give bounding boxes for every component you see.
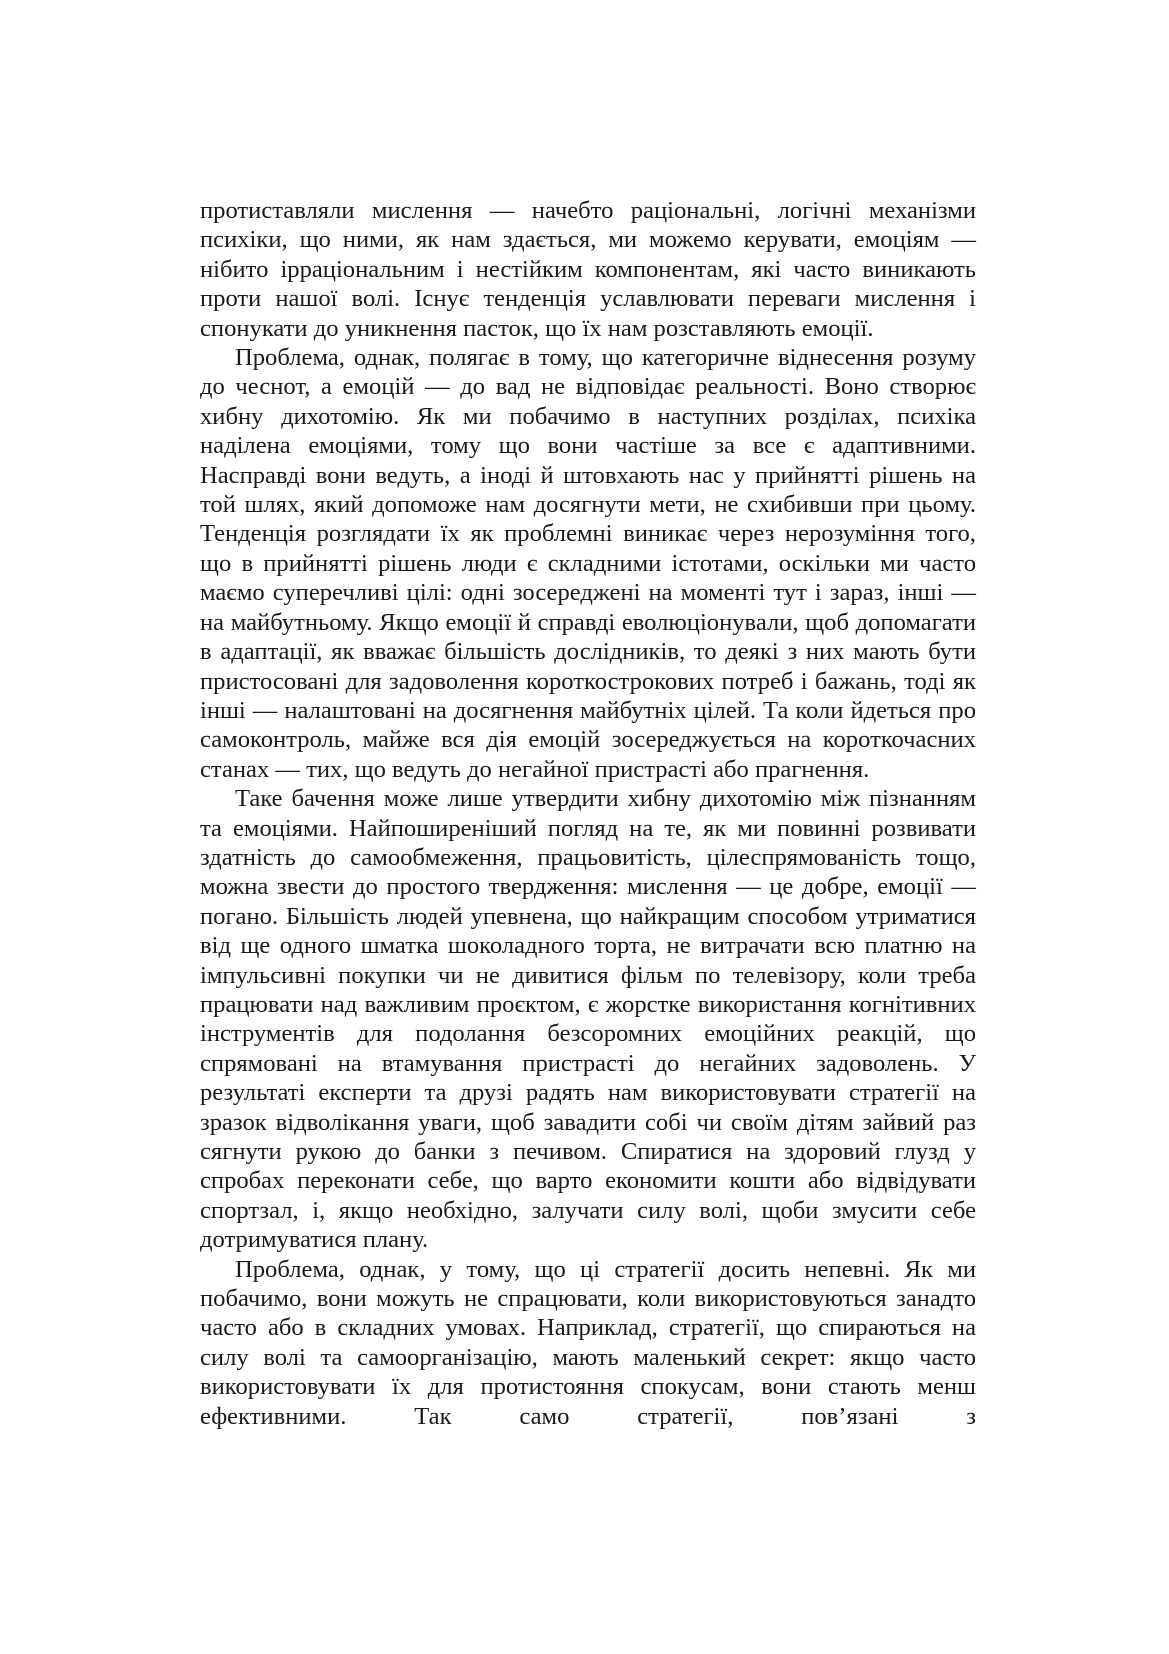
paragraph-3: Таке бачення може лише утвердити хибну дихотомію між пізнанням та емоціями. Найпоширеніший погляд на те, як ми повинні розвивати здатність до самообмеження, працьовитість, цілеспрямованість тощо, можна звести до простого твердження: мислення — це добре, емоції — погано. Більшість людей упевнена, що найкращим способом утриматися від ще одного шматка шоколадного торта, не витрачати всю платню на імпульсивні покупки чи не дивитися фільм по телевізору, коли треба працювати над важливим проєктом, є жорстке використання когнітивних інструментів для подолання безсоромних емоційних реакцій, що спрямовані на втамування пристрасті до негайних задоволень. У результаті експерти та друзі радять нам використовувати стратегії на зразок відволікання уваги, щоб завадити собі чи своїм дітям зайвий раз сягнути рукою до банки з печивом. Спиратися на здоровий глузд у спробах переконати себе, що варто економити кошти або відвідувати спортзал, і, якщо необхідно, залучати силу волі, щоби змусити себе дотримуватися плану. (200, 785, 976, 1254)
body-text (200, 196, 976, 1431)
paragraph-4: Проблема, однак, у тому, що ці стратегії досить непевні. Як ми побачимо, вони можуть не спрацювати, коли використовуються занадто часто або в складних умовах. Наприклад, стратегії, що спираються на силу волі та самоорганізацію, мають маленький секрет: якщо часто використовувати їх для протистояння спокусам, вони стають менш ефективними. Так само стратегії, пов’язані з (200, 1255, 976, 1430)
paragraph-1: протиставляли мислення — начебто раціональні, логічні механізми психіки, що ними, як нам здається, ми можемо керувати, емоціям — нібито ірраціональним і нестійким компонентам, які часто виникають проти нашої волі. Існує тенденція уславлювати переваги мислення і спонукати до уникнення пасток, що їх нам розставляють емоції. (200, 197, 976, 342)
paragraph-2: Проблема, однак, полягає в тому, що категоричне віднесення розуму до чеснот, а емоцій — до вад не відповідає реальності. Воно створює хибну дихотомію. Як ми побачимо в наступних розділах, психіка наділена емоціями, тому що вони частіше за все є адаптивними. Насправді вони ведуть, а іноді й штовхають нас у прийнятті рішень на той шлях, який допоможе нам досягнути мети, не схибивши при цьому. Тенденція розглядати їх як проблемні виникає через нерозуміння того, що в прийнятті рішень люди є складними істотами, оскільки ми часто маємо суперечливі цілі: одні зосереджені на моменті тут і зараз, інші — на майбутньому. Якщо емоції й справді еволюціонували, щоб допомагати в адаптації, як вважає більшість дослідників, то деякі з них мають бути пристосовані для задоволення короткострокових потреб і бажань, тоді як інші — налаштовані на досягнення майбутніх цілей. Та коли йдеться про самоконтроль, майже вся дія емоцій зосереджується на короткочасних станах — тих, що ведуть до негайної пристрасті або прагнення. (200, 344, 976, 783)
